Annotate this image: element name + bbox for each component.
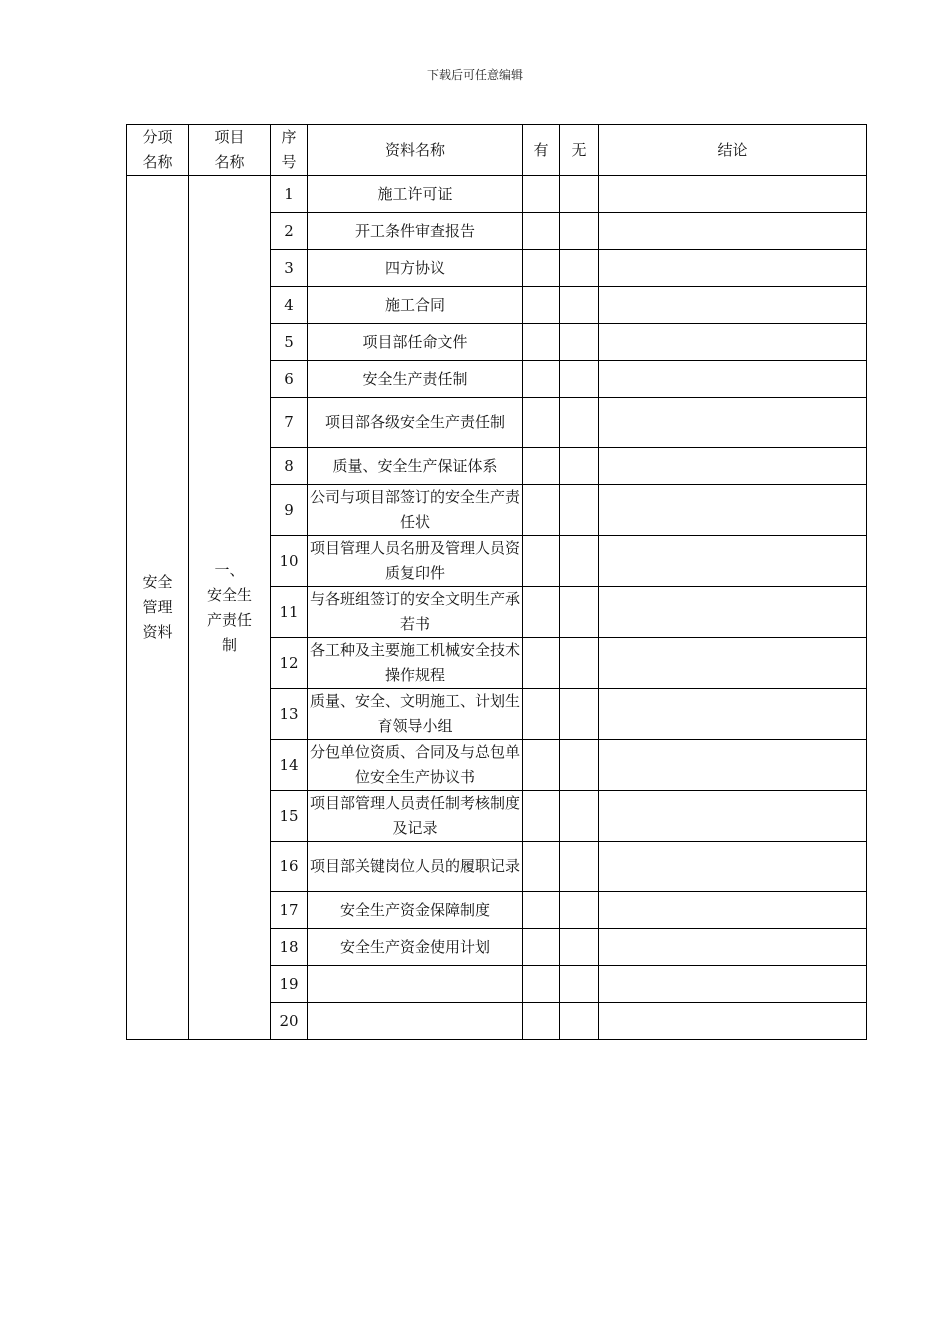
doc-name-cell: 公司与项目部签订的安全生产责任状 xyxy=(308,485,523,536)
have-cell[interactable] xyxy=(523,740,560,791)
have-cell[interactable] xyxy=(523,250,560,287)
doc-name-cell: 安全生产责任制 xyxy=(308,361,523,398)
row-number: 8 xyxy=(271,448,308,485)
doc-name-cell: 项目部管理人员责任制考核制度及记录 xyxy=(308,791,523,842)
none-cell[interactable] xyxy=(560,213,599,250)
header-conclusion: 结论 xyxy=(599,125,867,176)
have-cell[interactable] xyxy=(523,448,560,485)
doc-name-cell xyxy=(308,966,523,1003)
row-number: 15 xyxy=(271,791,308,842)
header-doc-name: 资料名称 xyxy=(308,125,523,176)
doc-name-cell: 项目部任命文件 xyxy=(308,324,523,361)
row-number: 9 xyxy=(271,485,308,536)
row-number: 17 xyxy=(271,892,308,929)
conclusion-cell[interactable] xyxy=(599,398,867,448)
checklist-table xyxy=(126,124,867,1040)
none-cell[interactable] xyxy=(560,287,599,324)
have-cell[interactable] xyxy=(523,842,560,892)
header-category: 分项 名称 xyxy=(127,125,189,176)
none-cell[interactable] xyxy=(560,966,599,1003)
row-number: 3 xyxy=(271,250,308,287)
row-number: 18 xyxy=(271,929,308,966)
doc-name-cell: 开工条件审查报告 xyxy=(308,213,523,250)
header-none: 无 xyxy=(560,125,599,176)
doc-name-cell: 项目部关键岗位人员的履职记录 xyxy=(308,842,523,892)
none-cell[interactable] xyxy=(560,689,599,740)
have-cell[interactable] xyxy=(523,324,560,361)
conclusion-cell[interactable] xyxy=(599,448,867,485)
have-cell[interactable] xyxy=(523,638,560,689)
conclusion-cell[interactable] xyxy=(599,250,867,287)
none-cell[interactable] xyxy=(560,791,599,842)
have-cell[interactable] xyxy=(523,536,560,587)
row-number: 2 xyxy=(271,213,308,250)
item-cell: 一、 安全生 产责任 制 xyxy=(189,176,271,1040)
row-number: 4 xyxy=(271,287,308,324)
none-cell[interactable] xyxy=(560,638,599,689)
doc-name-cell: 安全生产资金保障制度 xyxy=(308,892,523,929)
conclusion-cell[interactable] xyxy=(599,929,867,966)
have-cell[interactable] xyxy=(523,689,560,740)
conclusion-cell[interactable] xyxy=(599,842,867,892)
have-cell[interactable] xyxy=(523,966,560,1003)
row-number: 13 xyxy=(271,689,308,740)
none-cell[interactable] xyxy=(560,536,599,587)
none-cell[interactable] xyxy=(560,176,599,213)
have-cell[interactable] xyxy=(523,1003,560,1040)
doc-name-cell: 施工许可证 xyxy=(308,176,523,213)
have-cell[interactable] xyxy=(523,361,560,398)
conclusion-cell[interactable] xyxy=(599,485,867,536)
none-cell[interactable] xyxy=(560,587,599,638)
header-row xyxy=(127,125,867,176)
conclusion-cell[interactable] xyxy=(599,638,867,689)
have-cell[interactable] xyxy=(523,892,560,929)
header-seq: 序 号 xyxy=(271,125,308,176)
have-cell[interactable] xyxy=(523,929,560,966)
conclusion-cell[interactable] xyxy=(599,324,867,361)
conclusion-cell[interactable] xyxy=(599,213,867,250)
conclusion-cell[interactable] xyxy=(599,791,867,842)
conclusion-cell[interactable] xyxy=(599,287,867,324)
have-cell[interactable] xyxy=(523,213,560,250)
conclusion-cell[interactable] xyxy=(599,536,867,587)
have-cell[interactable] xyxy=(523,791,560,842)
doc-name-cell: 项目部各级安全生产责任制 xyxy=(308,398,523,448)
row-number: 7 xyxy=(271,398,308,448)
doc-name-cell: 四方协议 xyxy=(308,250,523,287)
header-have: 有 xyxy=(523,125,560,176)
conclusion-cell[interactable] xyxy=(599,361,867,398)
none-cell[interactable] xyxy=(560,485,599,536)
have-cell[interactable] xyxy=(523,398,560,448)
row-number: 20 xyxy=(271,1003,308,1040)
doc-name-cell: 质量、安全、文明施工、计划生育领导小组 xyxy=(308,689,523,740)
row-number: 19 xyxy=(271,966,308,1003)
have-cell[interactable] xyxy=(523,287,560,324)
none-cell[interactable] xyxy=(560,842,599,892)
none-cell[interactable] xyxy=(560,324,599,361)
none-cell[interactable] xyxy=(560,398,599,448)
conclusion-cell[interactable] xyxy=(599,176,867,213)
row-number: 5 xyxy=(271,324,308,361)
none-cell[interactable] xyxy=(560,448,599,485)
conclusion-cell[interactable] xyxy=(599,740,867,791)
doc-name-cell: 与各班组签订的安全文明生产承若书 xyxy=(308,587,523,638)
table-body xyxy=(127,125,867,1040)
have-cell[interactable] xyxy=(523,176,560,213)
none-cell[interactable] xyxy=(560,361,599,398)
header-item: 项目 名称 xyxy=(189,125,271,176)
none-cell[interactable] xyxy=(560,892,599,929)
doc-name-cell: 项目管理人员名册及管理人员资质复印件 xyxy=(308,536,523,587)
none-cell[interactable] xyxy=(560,1003,599,1040)
conclusion-cell[interactable] xyxy=(599,966,867,1003)
doc-name-cell: 分包单位资质、合同及与总包单位安全生产协议书 xyxy=(308,740,523,791)
row-number: 6 xyxy=(271,361,308,398)
row-number: 16 xyxy=(271,842,308,892)
none-cell[interactable] xyxy=(560,929,599,966)
doc-name-cell xyxy=(308,1003,523,1040)
have-cell[interactable] xyxy=(523,587,560,638)
doc-name-cell: 安全生产资金使用计划 xyxy=(308,929,523,966)
conclusion-cell[interactable] xyxy=(599,689,867,740)
row-number: 10 xyxy=(271,536,308,587)
doc-name-cell: 质量、安全生产保证体系 xyxy=(308,448,523,485)
doc-name-cell: 各工种及主要施工机械安全技术操作规程 xyxy=(308,638,523,689)
none-cell[interactable] xyxy=(560,740,599,791)
conclusion-cell[interactable] xyxy=(599,1003,867,1040)
row-number: 11 xyxy=(271,587,308,638)
row-number: 1 xyxy=(271,176,308,213)
table-row xyxy=(127,176,867,213)
have-cell[interactable] xyxy=(523,485,560,536)
doc-name-cell: 施工合同 xyxy=(308,287,523,324)
row-number: 14 xyxy=(271,740,308,791)
none-cell[interactable] xyxy=(560,250,599,287)
conclusion-cell[interactable] xyxy=(599,587,867,638)
conclusion-cell[interactable] xyxy=(599,892,867,929)
category-cell: 安全 管理 资料 xyxy=(127,176,189,1040)
header-note: 下载后可任意编辑 xyxy=(426,68,523,82)
row-number: 12 xyxy=(271,638,308,689)
